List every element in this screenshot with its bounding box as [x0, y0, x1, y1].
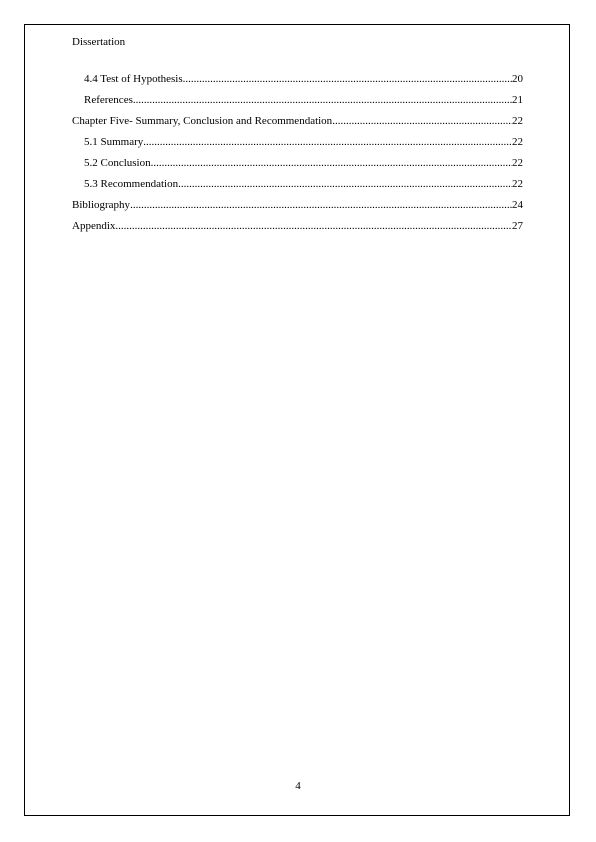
toc-entry-page: 22: [512, 157, 523, 169]
toc-entry-page: 21: [512, 94, 523, 106]
toc-entry-references[interactable]: [72, 93, 523, 114]
toc-entry-appendix[interactable]: [72, 219, 523, 240]
page-number: 4: [295, 780, 301, 792]
toc-entry-label: 5.2 Conclusion: [84, 157, 151, 169]
toc-entry-label: 5.1 Summary: [84, 136, 144, 148]
toc-entry-label: Chapter Five- Summary, Conclusion and Recommendation: [72, 115, 333, 127]
toc-entry-summary[interactable]: [72, 135, 523, 156]
toc-dot-leader: [130, 198, 512, 212]
toc-dot-leader: [151, 156, 512, 170]
toc-entry-label: Bibliography: [72, 199, 131, 211]
toc-entry-conclusion[interactable]: [72, 156, 523, 177]
toc-entry-page: 27: [512, 220, 523, 232]
toc-entry-label: 4.4 Test of Hypothesis: [84, 73, 183, 85]
toc-entry-recommendation[interactable]: [72, 177, 523, 198]
toc-dot-leader: [178, 177, 512, 191]
toc-dot-leader: [183, 72, 512, 86]
toc-dot-leader: [332, 114, 512, 128]
toc-entry-test-of-hypothesis[interactable]: [72, 72, 523, 93]
toc-entry-label: References: [84, 94, 133, 106]
running-header: Dissertation: [72, 36, 126, 48]
toc-entry-bibliography[interactable]: [72, 198, 523, 219]
toc-entry-chapter-five[interactable]: [72, 114, 523, 135]
toc-dot-leader: [115, 219, 512, 233]
toc-entry-page: 20: [512, 73, 523, 85]
toc-dot-leader: [143, 135, 512, 149]
toc-dot-leader: [133, 93, 512, 107]
table-of-contents: [72, 72, 523, 240]
toc-entry-page: 22: [512, 178, 523, 190]
toc-entry-page: 24: [512, 199, 523, 211]
toc-entry-label: Appendix: [72, 220, 116, 232]
toc-entry-page: 22: [512, 136, 523, 148]
toc-entry-page: 22: [512, 115, 523, 127]
toc-entry-label: 5.3 Recommendation: [84, 178, 179, 190]
